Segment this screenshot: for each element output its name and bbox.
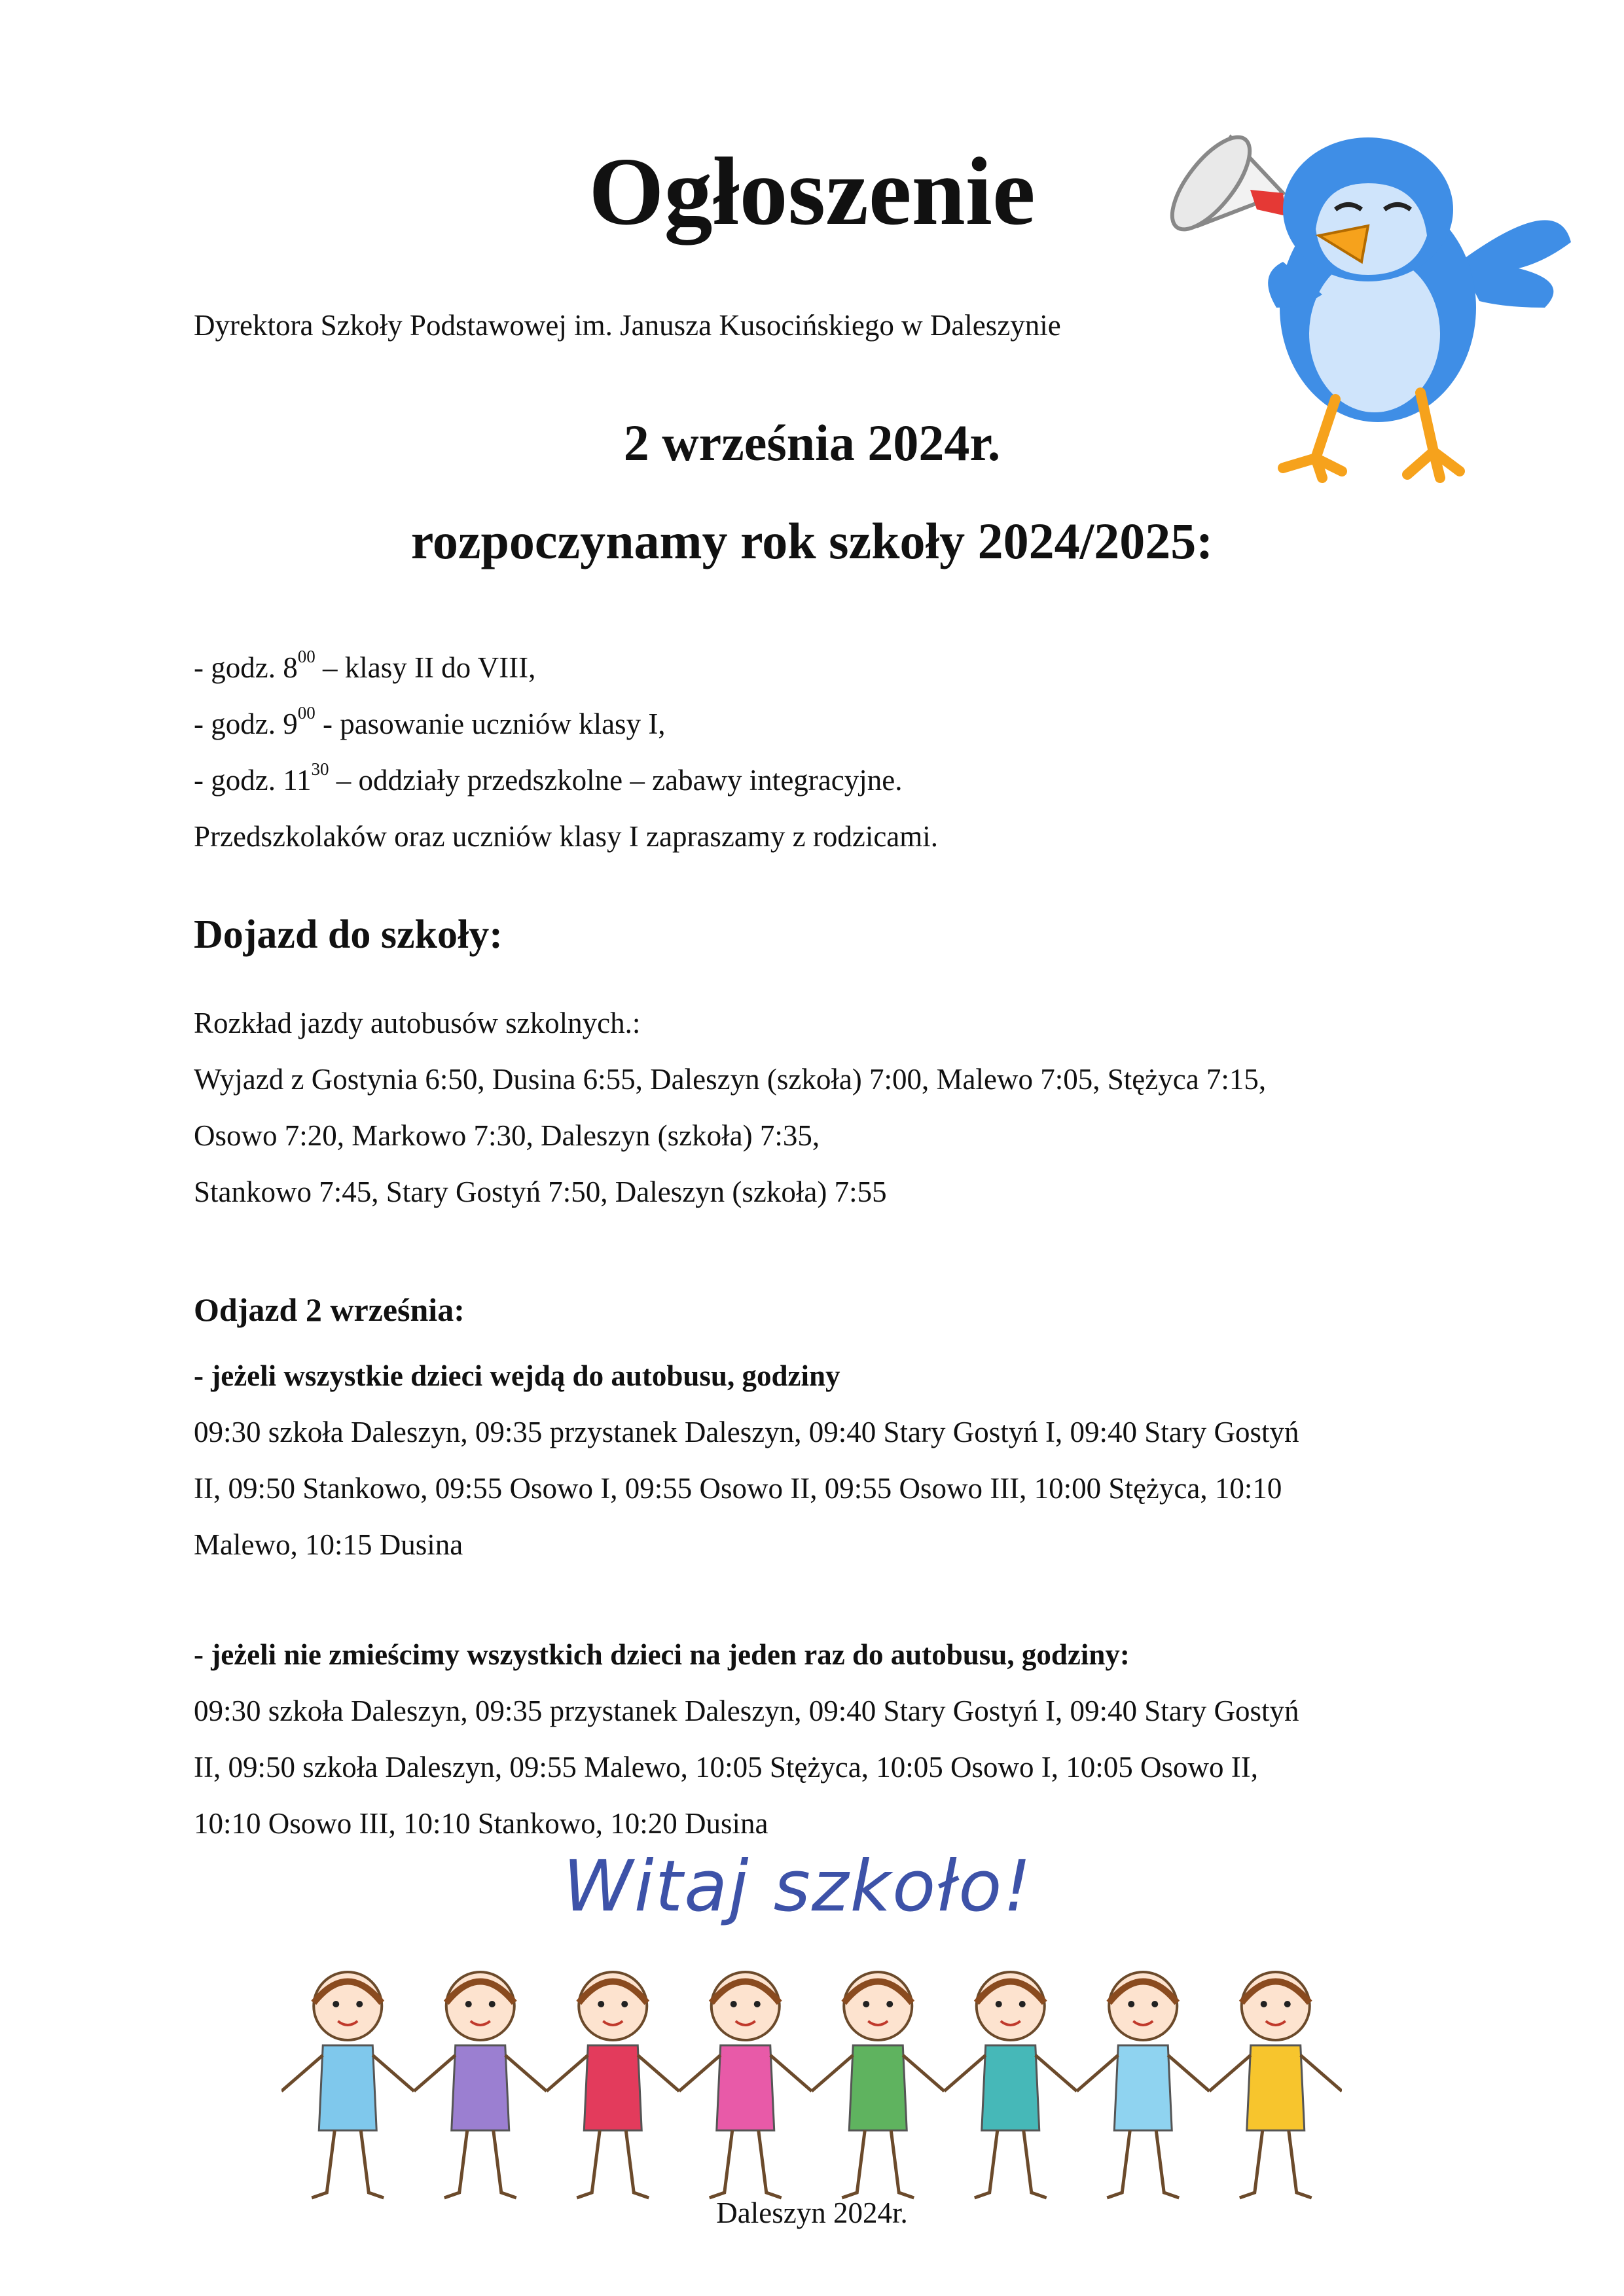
child-figure-icon	[1077, 1972, 1210, 2198]
megaphone-icon	[1159, 125, 1286, 241]
bus-line: Stankowo 7:45, Stary Gostyń 7:50, Daleszyn (szkoła) 7:55	[194, 1175, 887, 1208]
case1-heading: - jeżeli wszystkie dzieci wejdą do autobusu, godziny	[194, 1359, 840, 1392]
subtitle: Dyrektora Szkoły Podstawowej im. Janusza Kusocińskiego w Daleszynie	[194, 309, 1061, 342]
child-figure-icon	[945, 1972, 1077, 2198]
schedule-item: - godz. $11^{30}$ – oddziały przedszkolne – zabawy integracyjne.	[194, 759, 903, 797]
schedule-item: - godz. $8^{00}$ – klasy II do VIII,	[194, 647, 536, 684]
case1-line: II, 09:50 Stankowo, 09:55 Osowo I, 09:55 Osowo II, 09:55 Osowo III, 10:00 Stężyca, 10:10	[194, 1472, 1282, 1505]
case2-line: 09:30 szkoła Daleszyn, 09:35 przystanek Daleszyn, 09:40 Stary Gostyń I, 09:40 Stary Gostyń	[194, 1695, 1299, 1727]
child-figure-icon	[812, 1972, 945, 2198]
case2-heading: - jeżeli nie zmieścimy wszystkich dzieci na jeden raz do autobusu, godziny:	[194, 1638, 1130, 1671]
case2-line: II, 09:50 szkoła Daleszyn, 09:55 Malewo, 10:05 Stężyca, 10:05 Osowo I, 10:05 Osowo II,	[194, 1751, 1258, 1784]
bus-intro: Rozkład jazdy autobusów szkolnych.:	[194, 1007, 641, 1039]
footer-place-date: Daleszyn 2024r.	[716, 2197, 908, 2229]
child-figure-icon	[281, 1972, 414, 2198]
school-year-heading: rozpoczynamy rok szkoły 2024/2025:	[410, 512, 1214, 569]
child-figure-icon	[414, 1972, 547, 2198]
child-figure-icon	[679, 1972, 812, 2198]
child-figure-icon	[1210, 1972, 1343, 2198]
schedule-item: - godz. $9^{00}$ - pasowanie uczniów klasy I,	[194, 703, 666, 740]
transport-heading: Dojazd do szkoły:	[194, 912, 503, 957]
bus-line: Osowo 7:20, Markowo 7:30, Daleszyn (szkoła) 7:35,	[194, 1119, 820, 1152]
case1-line: Malewo, 10:15 Dusina	[194, 1528, 463, 1561]
invitation-text: Przedszkolaków oraz uczniów klasy I zapraszamy z rodzicami.	[194, 820, 939, 853]
welcome-banner: Witaj szkoło!	[563, 1846, 1033, 1928]
date-heading: 2 września 2024r.	[623, 414, 1001, 471]
departure-heading: Odjazd 2 września:	[194, 1291, 465, 1328]
case1-line: 09:30 szkoła Daleszyn, 09:35 przystanek Daleszyn, 09:40 Stary Gostyń I, 09:40 Stary Gostyń	[194, 1416, 1299, 1448]
page-title: Ogłoszenie	[588, 138, 1036, 245]
child-figure-icon	[547, 1972, 679, 2198]
bus-line: Wyjazd z Gostynia 6:50, Dusina 6:55, Daleszyn (szkoła) 7:00, Malewo 7:05, Stężyca 7:15,	[194, 1063, 1267, 1096]
case2-line: 10:10 Osowo III, 10:10 Stankowo, 10:20 Dusina	[194, 1807, 768, 1840]
children-illustration	[281, 1957, 1342, 2219]
